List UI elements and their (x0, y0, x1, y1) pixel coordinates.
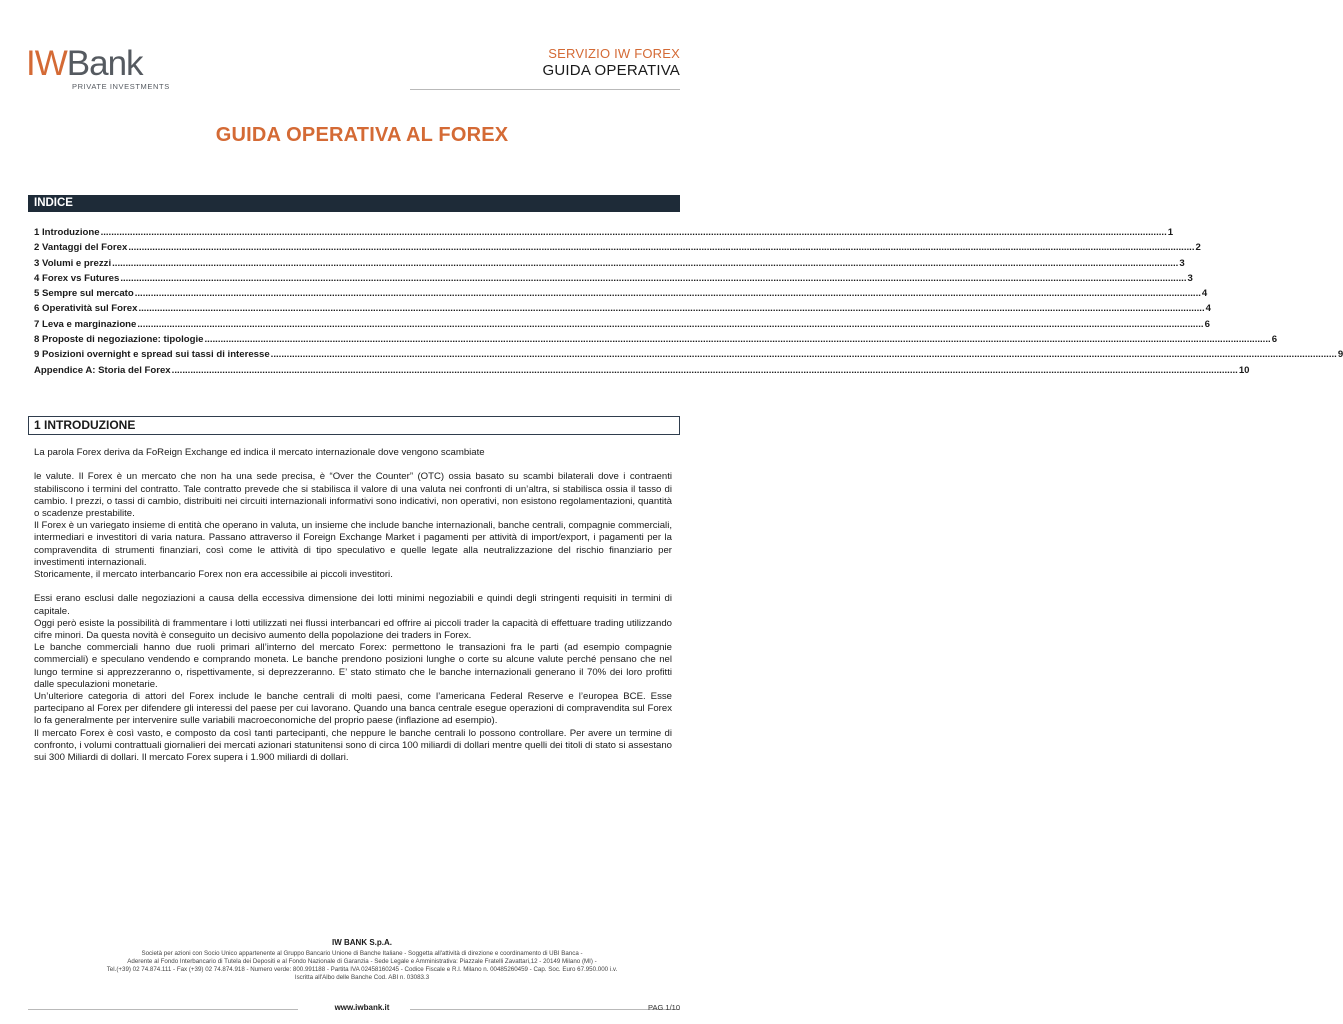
index-heading: INDICE (28, 195, 680, 212)
toc-entry[interactable] (34, 364, 1250, 380)
footer-legal-line: Aderente al Fondo Interbancario di Tutela dei Depositi e al Fondo Nazionale di Garanzia - Sede Legale e Amministrativa: Piazzale Fratelli Zavattari,12 - 20149 Milano (MI) - (127, 958, 597, 965)
toc-entry-page: 4 (1201, 288, 1208, 300)
header-right (543, 46, 680, 79)
paragraph: Essi erano esclusi dalle negoziazioni a causa della eccessiva dimensione dei lotti minimi negoziabili e quindi degli stringenti requisiti in termini di capitale. (34, 593, 672, 617)
section-heading-introduzione: 1 INTRODUZIONE (28, 416, 680, 435)
toc-entry-page: 10 (1238, 364, 1250, 376)
footer-website-link[interactable]: www.iwbank.it (334, 1003, 390, 1012)
toc-entry[interactable] (34, 288, 1208, 303)
table-of-contents (34, 227, 1343, 380)
paragraph: Un’ulteriore categoria di attori del Forex include le banche centrali di molti paesi, come l’americana Federal Reserve e l’europea BCE. Esse partecipano al Forex per difendere gli interessi del paese per cui lavorano. Quando una banca centrale esegue operazioni di compravendita sul Forex lo fa generalmente per intervenire sulle variabili macroeconomiche del proprio paese (inflazione ad esempio). (34, 691, 672, 727)
footer-divider-right (410, 1009, 680, 1010)
toc-dot-leader: ................................................................................................................................................................................................................................................................................................................................................................................................................ (100, 227, 1167, 238)
toc-entry-page: 1 (1167, 227, 1174, 238)
toc-dot-leader: ................................................................................................................................................................................................................................................................................................................................................................................................................ (204, 334, 1271, 346)
toc-entry-label: Appendice A: Storia del Forex (34, 364, 171, 376)
toc-dot-leader: ................................................................................................................................................................................................................................................................................................................................................................................................................ (128, 242, 1195, 254)
paragraph: Il Forex è un variegato insieme di entità che operano in valuta, un insieme che include banche internazionali, banche centrali, compagnie commerciali, intermediari e investitori di varia natura. Passano attraverso il Foreign Exchange Market i pagamenti per attività di import/export, i pagamenti per la compravendita di strumenti finanziari, così come le attività di tipo speculativo e quelle legate alla neutralizzazione del rischio finanziario per investimenti internazionali. (34, 520, 672, 568)
toc-entry[interactable] (34, 257, 1185, 273)
paragraph: Storicamente, il mercato interbancario Forex non era accessibile ai piccoli investitori. (34, 569, 393, 581)
toc-dot-leader: ................................................................................................................................................................................................................................................................................................................................................................................................................ (171, 364, 1238, 376)
toc-entry-label: 8 Proposte di negoziazione: tipologie (34, 334, 204, 346)
toc-entry[interactable] (34, 334, 1278, 349)
toc-entry-label: 2 Vantaggi del Forex (34, 242, 128, 254)
toc-entry-label: 1 Introduzione (34, 227, 100, 238)
footer-company: IW BANK S.p.A. (332, 938, 392, 947)
paragraph: Il mercato Forex è così vasto, e composto da così tanti partecipanti, che neppure le banche centrali lo possono controllare. Per avere un termine di confronto, i volumi contrattuali giornalieri dei mercati azionari statunitensi sono di circa 100 miliardi di dollari mentre quelli dei titoli di stato si assestano sui 300 Miliardi di dollari. Il mercato Forex supera i 1.900 miliardi di dollari. (34, 727, 672, 764)
toc-entry[interactable] (34, 227, 1174, 242)
toc-entry-page: 2 (1195, 242, 1201, 254)
footer-legal-line: Iscritta all'Albo delle Banche Cod. ABI n. 03083.3 (294, 974, 430, 981)
service-name: SERVIZIO IW FOREX (548, 46, 680, 61)
toc-dot-leader: ................................................................................................................................................................................................................................................................................................................................................................................................................ (120, 272, 1187, 284)
paragraph-gap (34, 581, 672, 593)
footer (20, 938, 704, 982)
paragraph: Oggi però esiste la possibilità di frammentare i lotti utilizzati nei flussi interbancari ed offrire ai piccoli trader la capacità di effettuare trading utilizzando cifre minori. Da questa novità è conseguito un decisivo aumento della popolazione dei traders in Forex. (34, 617, 672, 642)
toc-dot-leader: ................................................................................................................................................................................................................................................................................................................................................................................................................ (137, 318, 1204, 330)
toc-entry-page: 6 (1271, 334, 1278, 346)
toc-entry-page: 9 (1337, 349, 1343, 361)
toc-entry[interactable] (34, 272, 1193, 288)
toc-entry[interactable] (34, 318, 1210, 334)
toc-entry[interactable] (34, 303, 1211, 318)
guide-name: GUIDA OPERATIVA (542, 62, 680, 79)
paragraph: le valute. Il Forex è un mercato che non ha una sede precisa, è “Over the Counter” (OTC) ossia basato su scambi bilaterali dove i contraenti stabiliscono i termini del contratto. Tale contratto prevede che si stabilisca il valore di una valuta nei confronti di un’altra, si stabilisca ossia il tasso di cambio. I prezzi, o tassi di cambio, distribuiti nei circuiti internazionali informativi sono indicativi, non operativi, non esistono regolamentazioni, quantità o scadenze prestabilite. (34, 471, 672, 519)
logo-wordmark (26, 46, 176, 81)
toc-entry[interactable] (34, 242, 1201, 257)
toc-entry-label: 6 Operatività sul Forex (34, 303, 138, 315)
toc-entry-page: 3 (1179, 257, 1185, 269)
toc-entry-label: 3 Volumi e prezzi (34, 257, 112, 269)
logo-iw: IW (26, 44, 67, 83)
toc-entry-label: 4 Forex vs Futures (34, 272, 120, 284)
footer-legal-line: Tel.(+39) 02 74.874.111 - Fax (+39) 02 74.874.918 - Numero verde: 800.991188 - Partita IVA 02458160245 - Codice Fiscale e R.I. Milano n. 00485260459 - Cap. Soc. Euro 67.950.000 i.v. (106, 966, 618, 973)
toc-dot-leader: ................................................................................................................................................................................................................................................................................................................................................................................................................ (270, 349, 1337, 361)
toc-entry-page: 6 (1204, 318, 1210, 330)
toc-entry-page: 3 (1187, 272, 1193, 284)
iwbank-logo (26, 46, 176, 92)
toc-dot-leader: ................................................................................................................................................................................................................................................................................................................................................................................................................ (134, 288, 1201, 300)
toc-entry-label: 7 Leva e marginazione (34, 318, 137, 330)
section-body (34, 447, 672, 764)
intro-paragraph: La parola Forex deriva da FoReign Exchange ed indica il mercato internazionale dove vengono scambiate (34, 447, 485, 458)
toc-entry-page: 4 (1205, 303, 1211, 315)
toc-dot-leader: ................................................................................................................................................................................................................................................................................................................................................................................................................ (138, 303, 1205, 315)
footer-legal-line: Società per azioni con Socio Unico appartenente al Gruppo Bancario Unione di Banche Italiane - Soggetta all'attività di direzione e coordinamento di UBI Banca - (141, 950, 583, 957)
logo-bank: Bank (66, 44, 143, 83)
toc-entry-label: 9 Posizioni overnight e spread sui tassi di interesse (34, 349, 270, 361)
page-title: GUIDA OPERATIVA AL FOREX (215, 124, 509, 146)
header-divider (410, 89, 680, 90)
toc-dot-leader: ................................................................................................................................................................................................................................................................................................................................................................................................................ (112, 257, 1179, 269)
logo-subtitle: PRIVATE INVESTMENTS (72, 82, 170, 91)
paragraph: Le banche commerciali hanno due ruoli primari all’interno del mercato Forex: permettono le transazioni fra le parti (ad esempio compagnie commerciali) e speculano vendendo e comprando moneta. Le banche prendono posizioni lunghe o corte su alcune valute perché pensano che nel lungo termine si apprezzeranno o, rispettivamente, si deprezzeranno. E’ stato stimato che le banche internazionali generano il 70% dei loro profitti dalle speculazioni monetarie. (34, 642, 672, 690)
page-number: PAG 1/10 (648, 1003, 680, 1012)
toc-entry[interactable] (34, 349, 1343, 364)
toc-entry-label: 5 Sempre sul mercato (34, 288, 134, 300)
